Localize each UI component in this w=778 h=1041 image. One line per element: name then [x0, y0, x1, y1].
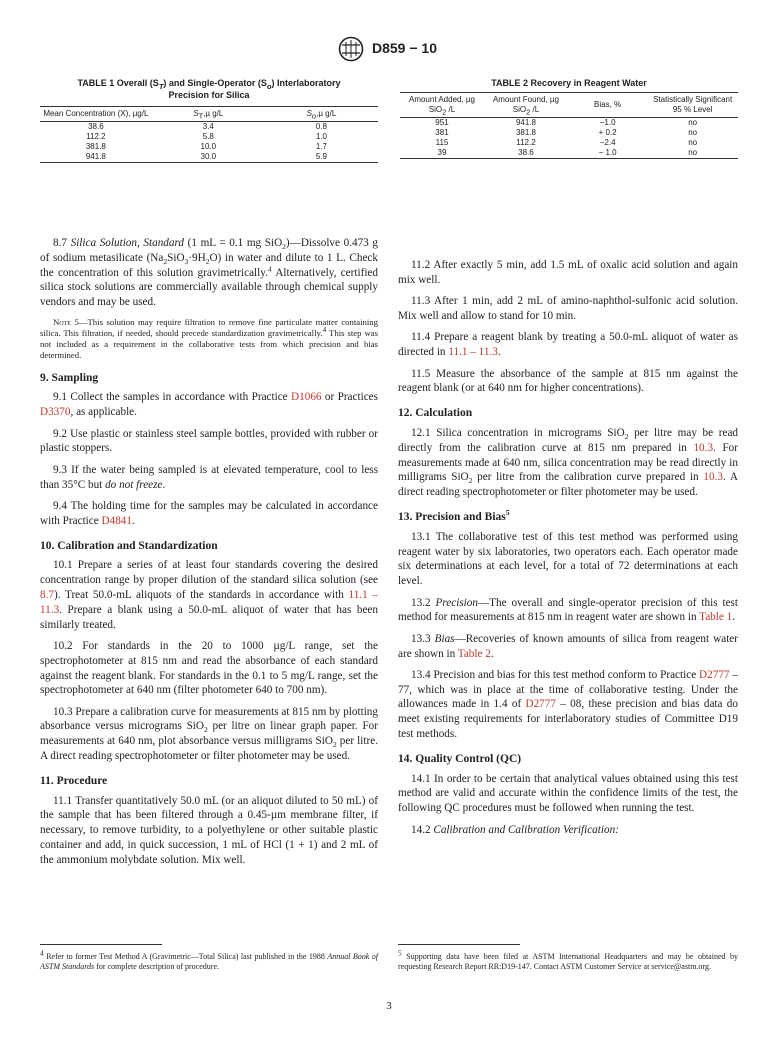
paragraph-13-1: 13.1 The collaborative test of this test method was performed using reagent water by six laboratories, two operators each. Each operator made six determinations at each level, for a total of 72 determinations at each level. [398, 530, 738, 588]
link-table-1[interactable]: Table 1 [699, 611, 733, 624]
paragraph-10-1: 10.1 Prepare a series of at least four standards covering the desired concentration range by proper dilution of the standard silica solution (see 8.7). Treat 50.0-mL aliquots of the standards in accordance with 11.1 – 11.3. Prepare a blank using a 50.0-mL aliquot of water that has been similarly treated. [40, 559, 378, 631]
paragraph-8-7: 8.7 Silica Solution, Standard (1 mL = 0.1 mg SiO$_2$)—Dissolve 0.473 g of sodium metasilicate $(Na_2SiO_3\cdot 9H_2O)$ in water and dilute to 1 L. Check the concentration of this solution gravimetrically.$^4$ Alternatively, certified silica stock solutions are commercially available through chemical supply vendors and may be used. [40, 237, 378, 309]
footnote-5: $^5$ Supporting data have been filed at ASTM International Headquarters and may be obtained by requesting Research Report RR:D19-147. Contact ASTM Customer Service at service@astm.org. [398, 948, 738, 971]
table-row: 112.2 5.8 1.0 [86, 132, 327, 141]
table2-header-found: Amount Found, µg SiO$_2$ /L [484, 93, 568, 118]
section-heading-9: 9. Sampling [40, 371, 99, 384]
paragraph-9-2: 9.2 Use plastic or stainless steel sample bottles, provided with rubber or plastic stoppers. [40, 427, 378, 455]
link-d2777[interactable]: D2777 [525, 698, 556, 711]
page-header [0, 36, 778, 62]
paragraph-9-3: 9.3 If the water being sampled is at elevated temperature, cool to less than 35°C but do not freeze. [40, 463, 378, 491]
table1-header-st: $S_T,\mu$ g/L [152, 107, 265, 122]
link-11-1-11-3[interactable]: 11.1 – 11.3 [448, 346, 498, 359]
section-heading-12: 12. Calculation [398, 407, 473, 420]
table1 [40, 106, 378, 163]
table2-header-bias: Bias, % [568, 93, 647, 118]
table-row: 115 112.2 −2.4 no [435, 138, 698, 147]
table2-header-added: Amount Added, µg SiO$_2$ /L [400, 93, 484, 118]
paragraph-9-1: 9.1 Collect the samples in accordance with Practice D1066 or Practices D3370, as applicable. [40, 391, 378, 419]
table1-title: TABLE 1 Overall $(S_T)$ and Single-Operator $(S_o)$ Interlaboratory Precision for Silica [77, 78, 341, 100]
link-10-3[interactable]: 10.3 [703, 471, 723, 484]
table-row: 381 381.8 + 0.2 no [435, 128, 698, 137]
section-heading-13: 13. Precision and Bias$^5$ [398, 508, 510, 523]
link-d1066[interactable]: D1066 [291, 391, 322, 404]
table2 [400, 92, 738, 159]
link-10-3[interactable]: 10.3 [693, 441, 714, 454]
paragraph-11-3: 11.3 After 1 min, add 2 mL of amino-naphthol-sulfonic acid solution. Mix well and allow to stand for 10 min. [398, 295, 738, 322]
section-heading-10: 10. Calibration and Standardization [40, 539, 218, 552]
note-5: Note 5—This solution may require filtration to remove fine particulate matter containing silica. This filtration, if needed, should precede standardization gravimetrically.$^4$ This step was not included as a requirement in the collaborative tests from which precision and bias determined. [40, 316, 379, 360]
link-d4841[interactable]: D4841 [101, 514, 132, 527]
left-column [40, 236, 378, 874]
table-row: 38.6 3.4 0.8 [88, 122, 327, 131]
paragraph-13-3: 13.3 Bias—Recoveries of known amounts of silica from reagent water are shown in Table 2. [398, 632, 738, 660]
link-11-1-11-3[interactable]: 11.1 – 11.3 [40, 588, 378, 616]
paragraph-14-1: 14.1 In order to be certain that analytical values obtained using this test method are valid and accurate within the confidence limits of the test, the following QC procedures must be followed when running the test. [398, 772, 738, 815]
footnote-rule-left [40, 944, 162, 945]
paragraph-11-2: 11.2 After exactly 5 min, add 1.5 mL of oxalic acid solution and again mix well. [398, 259, 738, 286]
paragraph-11-1: 11.1 Transfer quantitatively 50.0 mL (or an aliquot diluted to 50 mL) of the sample that has been filtered through a 0.45-µm membrane filter, if necessary, to remove turbidity, to a polyethylene or other suitable plastic container and add, in quick succession, 1 mL of HCl (1 + 1) and 2 mL of the ammonium molybdate solution. Mix well. [40, 794, 378, 866]
paragraph-12-1: 12.1 Silica concentration in micrograms SiO$_2$ per litre may be read directly from the calibration curve at 815 nm prepared in 10.3. For measurements made at 640 nm, silica concentration may be read directly in milligrams SiO$_2$ per litre from the calibration curve prepared in 10.3. A direct reading spectrophotometer or filter photometer may be used. [398, 426, 739, 499]
paragraph-14-2: 14.2 Calibration and Calibration Verification: [411, 823, 619, 836]
paragraph-11-4: 11.4 Prepare a reagent blank by treating a 50.0-mL aliquot of water as directed in 11.1 – 11.3. [398, 331, 738, 359]
paragraph-13-4: 13.4 Precision and bias for this test method conform to Practice D2777 – 77, which was in place at the time of collaborative testing. Under the allowances made in 1.4 of D2777 – 08, these precision and bias data do meet existing requirements for interlaboratory studies of Committee D19 test methods. [398, 668, 738, 741]
table-row: 941.8 30.0 5.9 [40, 152, 378, 163]
link-8-7[interactable]: 8.7 [40, 588, 54, 601]
table-row: 39 38.6 − 1.0 no [400, 148, 738, 159]
astm-logo-icon [337, 36, 365, 62]
paragraph-11-5: 11.5 Measure the absorbance of the sample at 815 nm against the reagent blank (or at 640 nm for higher concentrations). [398, 367, 738, 395]
page-number: 3 [386, 1000, 392, 1012]
table-row: 381.8 10.0 1.7 [85, 142, 327, 151]
link-d3370[interactable]: D3370 [40, 406, 71, 419]
table2-header-significant: Statistically Significant 95 % Level [647, 93, 738, 118]
link-d2777[interactable]: D2777 [699, 668, 730, 681]
section-heading-11: 11. Procedure [40, 774, 108, 787]
paragraph-13-2: 13.2 Precision—The overall and single-operator precision of this test method for measurements at 815 nm in reagent water are shown in Table 1. [398, 596, 739, 624]
paragraph-10-3: 10.3 Prepare a calibration curve for measurements at 815 nm by plotting absorbance versus micrograms SiO$_2$ per litre on linear graph paper. For measurements at 640 nm, plot absorbance versus milligrams SiO$_2$ per litre. A direct reading spectrophotometer or filter photometer may be used. [40, 705, 378, 763]
link-table-2[interactable]: Table 2 [457, 647, 491, 660]
footnote-4: $^4$ Refer to former Test Method A (Gravimetric—Total Silica) last published in the 1988 Annual Book of ASTM Standards for complete description of procedure. [40, 948, 378, 971]
table2-title: TABLE 2 Recovery in Reagent Water [491, 78, 647, 88]
footnote-rule-right [398, 944, 520, 945]
right-column [398, 258, 738, 844]
table-row: 951 941.8 −1.0 no [435, 118, 698, 127]
document-id: D859 − 10 [372, 40, 437, 56]
section-heading-14: 14. Quality Control (QC) [398, 752, 522, 765]
table1-header-so: $S_o,\mu$ g/L [265, 107, 378, 122]
paragraph-10-2: 10.2 For standards in the 20 to 1000 µg/L range, set the spectrophotometer at 815 nm and read the absorbance of each standard against the reagent blank. For standards in the 0.1 to 5 mg/L range, set the spectrophotometer at 640 nm (filter photometer 640 to 700 nm). [40, 639, 378, 697]
paragraph-9-4: 9.4 The holding time for the samples may be calculated in accordance with Practice D4841. [40, 499, 378, 527]
table1-header-mean: Mean Concentration (X), µg/L [40, 107, 152, 122]
